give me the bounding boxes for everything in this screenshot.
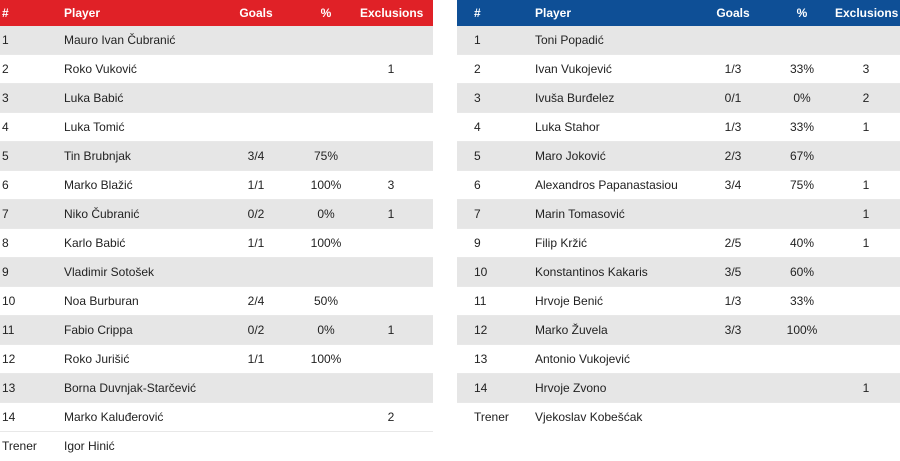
coach-row <box>0 432 433 461</box>
player-percent: 100% <box>310 352 342 366</box>
player-name: Karlo Babić <box>64 236 126 250</box>
player-name: Filip Kržić <box>535 236 588 250</box>
player-exclusions: 3 <box>862 62 870 76</box>
header-percent: % <box>320 6 332 20</box>
player-goals: 2/5 <box>724 236 742 250</box>
table-row <box>0 26 433 55</box>
table-row <box>457 287 900 316</box>
player-number: 14 <box>474 381 488 395</box>
table-row <box>0 258 433 287</box>
player-goals: 0/2 <box>247 323 265 337</box>
player-percent: 100% <box>310 236 342 250</box>
player-name: Vladimir Sotošek <box>64 265 155 279</box>
player-number: 1 <box>2 33 9 47</box>
table-row <box>0 55 433 84</box>
player-name: Marko Žuvela <box>535 323 608 337</box>
coach-label: Trener <box>2 439 37 453</box>
table-row <box>0 374 433 403</box>
player-goals: 1/3 <box>724 62 742 76</box>
table-row <box>457 316 900 345</box>
player-number: 3 <box>2 91 9 105</box>
player-name: Marko Blažić <box>64 178 133 192</box>
player-goals: 0/1 <box>724 91 742 105</box>
player-percent: 100% <box>786 323 818 337</box>
player-name: Noa Burburan <box>64 294 139 308</box>
player-number: 14 <box>2 410 16 424</box>
player-percent: 33% <box>789 294 815 308</box>
player-number: 6 <box>474 178 481 192</box>
header-goals: Goals <box>239 6 273 20</box>
player-name: Konstantinos Kakaris <box>535 265 648 279</box>
player-name: Marin Tomasović <box>535 207 625 221</box>
player-number: 9 <box>474 236 481 250</box>
player-number: 4 <box>2 120 9 134</box>
player-rows <box>457 26 900 403</box>
player-exclusions: 3 <box>387 178 395 192</box>
player-goals: 1/1 <box>247 236 265 250</box>
player-percent: 33% <box>789 120 815 134</box>
player-number: 11 <box>2 323 15 337</box>
player-name: Luka Stahor <box>535 120 600 134</box>
player-goals: 3/3 <box>724 323 742 337</box>
player-name: Ivuša Burđelez <box>535 91 615 105</box>
player-number: 12 <box>474 323 488 337</box>
header-percent: % <box>796 6 808 20</box>
player-percent: 60% <box>789 265 815 279</box>
table-row <box>0 345 433 374</box>
player-number: 13 <box>2 381 16 395</box>
coach-row <box>457 403 900 432</box>
table-row <box>457 142 900 171</box>
player-number: 13 <box>474 352 488 366</box>
home-team-table <box>0 0 433 461</box>
table-row <box>0 200 433 229</box>
player-name: Niko Čubranić <box>64 207 140 221</box>
player-goals: 3/4 <box>247 149 265 163</box>
table-row <box>457 345 900 374</box>
player-name: Hrvoje Zvono <box>535 381 607 395</box>
player-percent: 0% <box>317 207 335 221</box>
player-number: 10 <box>2 294 16 308</box>
player-rows <box>0 26 433 432</box>
coach-name: Igor Hinić <box>64 439 115 453</box>
player-exclusions: 1 <box>862 207 870 221</box>
player-percent: 33% <box>789 62 815 76</box>
table-row <box>457 229 900 258</box>
player-goals: 3/5 <box>724 265 742 279</box>
player-goals: 0/2 <box>247 207 265 221</box>
player-name: Marko Kaluđerović <box>64 410 164 424</box>
table-row <box>457 113 900 142</box>
player-name: Fabio Crippa <box>64 323 133 337</box>
player-name: Ivan Vukojević <box>535 62 612 76</box>
coach-name: Vjekoslav Kobešćak <box>535 410 643 424</box>
player-number: 6 <box>2 178 9 192</box>
player-percent: 100% <box>310 178 342 192</box>
player-name: Toni Popadić <box>535 33 604 47</box>
header-number: # <box>474 6 481 20</box>
player-exclusions: 1 <box>862 236 870 250</box>
player-number: 7 <box>474 207 481 221</box>
player-name: Roko Vuković <box>64 62 137 76</box>
header-number: # <box>2 6 9 20</box>
player-number: 11 <box>474 294 487 308</box>
player-number: 7 <box>2 207 9 221</box>
player-goals: 3/4 <box>724 178 742 192</box>
player-number: 5 <box>474 149 481 163</box>
player-goals: 2/4 <box>247 294 265 308</box>
player-goals: 1/3 <box>724 294 742 308</box>
player-name: Mauro Ivan Čubranić <box>64 33 176 47</box>
player-percent: 75% <box>313 149 339 163</box>
player-percent: 40% <box>789 236 815 250</box>
table-row <box>0 113 433 142</box>
player-goals: 1/1 <box>247 352 265 366</box>
table-row <box>0 316 433 345</box>
player-name: Maro Joković <box>535 149 606 163</box>
player-goals: 1/1 <box>247 178 265 192</box>
player-name: Antonio Vukojević <box>535 352 630 366</box>
table-row <box>0 229 433 258</box>
coach-label: Trener <box>474 410 509 424</box>
table-row <box>457 200 900 229</box>
player-number: 3 <box>474 91 481 105</box>
player-number: 1 <box>474 33 481 47</box>
player-number: 4 <box>474 120 481 134</box>
player-number: 5 <box>2 149 9 163</box>
player-exclusions: 1 <box>862 381 870 395</box>
player-exclusions: 1 <box>862 178 870 192</box>
player-number: 12 <box>2 352 16 366</box>
player-exclusions: 1 <box>862 120 870 134</box>
player-exclusions: 1 <box>387 62 395 76</box>
player-exclusions: 1 <box>387 323 395 337</box>
table-row <box>0 287 433 316</box>
player-exclusions: 1 <box>387 207 395 221</box>
player-percent: 0% <box>317 323 335 337</box>
table-row <box>0 84 433 113</box>
header-exclusions: Exclusions <box>360 6 424 20</box>
table-row <box>457 26 900 55</box>
header-player: Player <box>64 6 101 20</box>
table-row <box>457 171 900 200</box>
table-row <box>457 258 900 287</box>
player-percent: 67% <box>789 149 815 163</box>
player-percent: 0% <box>793 91 811 105</box>
table-row <box>0 142 433 171</box>
player-percent: 75% <box>789 178 815 192</box>
player-name: Roko Jurišić <box>64 352 130 366</box>
player-exclusions: 2 <box>862 91 870 105</box>
player-number: 8 <box>2 236 9 250</box>
table-row <box>457 374 900 403</box>
player-percent: 50% <box>313 294 339 308</box>
player-name: Luka Babić <box>64 91 124 105</box>
table-row <box>0 171 433 200</box>
table-row <box>457 84 900 113</box>
header-player: Player <box>535 6 572 20</box>
player-number: 2 <box>2 62 9 76</box>
player-name: Hrvoje Benić <box>535 294 604 308</box>
away-team-table <box>457 0 900 432</box>
header-exclusions: Exclusions <box>835 6 899 20</box>
player-name: Borna Duvnjak-Starčević <box>64 381 197 395</box>
table-header <box>0 0 433 26</box>
player-number: 2 <box>474 62 481 76</box>
table-row <box>457 55 900 84</box>
player-exclusions: 2 <box>387 410 395 424</box>
header-goals: Goals <box>716 6 750 20</box>
player-name: Alexandros Papanastasiou <box>535 178 678 192</box>
player-name: Luka Tomić <box>64 120 125 134</box>
player-name: Tin Brubnjak <box>64 149 131 163</box>
table-row <box>0 403 433 432</box>
player-goals: 2/3 <box>724 149 742 163</box>
table-header <box>457 0 900 26</box>
player-goals: 1/3 <box>724 120 742 134</box>
player-number: 9 <box>2 265 9 279</box>
player-number: 10 <box>474 265 488 279</box>
